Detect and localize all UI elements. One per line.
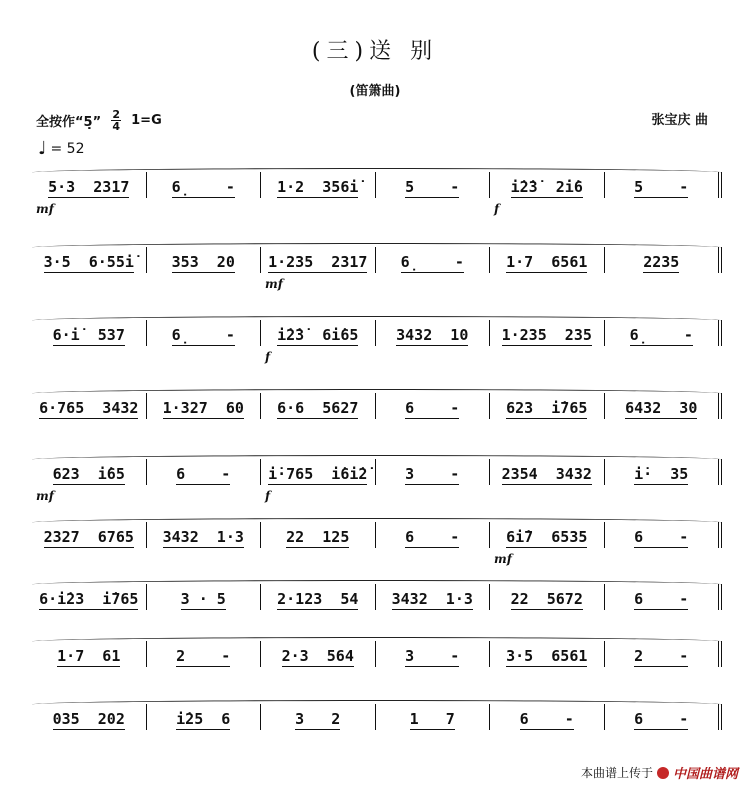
footer-text: 本曲谱上传于 xyxy=(580,766,653,780)
measure-notes: 3432 1·3 xyxy=(162,528,244,546)
measure-notes: 6̣ - xyxy=(400,253,464,271)
score-row xyxy=(32,700,722,730)
measure xyxy=(376,320,491,346)
measure-notes: 6̣ - xyxy=(171,178,235,196)
dynamic-mark: mf xyxy=(494,552,512,566)
measure xyxy=(376,172,491,198)
dynamic-mark: mf xyxy=(36,202,54,216)
measure-notes: 1 7 xyxy=(409,710,455,728)
measure xyxy=(605,393,723,419)
score-row xyxy=(32,389,722,419)
score-row xyxy=(32,518,722,566)
measure xyxy=(490,247,605,273)
measure-notes: 1·2 356i̇ xyxy=(277,178,359,196)
site-logo-icon xyxy=(657,767,669,779)
measure-notes: i̇25 6 xyxy=(176,710,231,728)
measure xyxy=(147,641,262,667)
measure xyxy=(490,172,605,216)
tempo-value: = 52 xyxy=(50,140,85,157)
measure xyxy=(32,459,147,503)
score-row xyxy=(32,637,722,667)
measure-notes: 2 - xyxy=(634,647,689,665)
measure xyxy=(32,320,147,346)
measure-notes: 22 5672 xyxy=(510,590,583,608)
fingering-note: 全按作“5̣” xyxy=(36,115,102,130)
measure-notes: 6 - xyxy=(519,710,574,728)
measure xyxy=(376,393,491,419)
measure-notes: i̇2̇3̇ 6i̇65 xyxy=(277,326,359,344)
dynamic-mark: mf xyxy=(265,277,283,291)
measure xyxy=(490,584,605,610)
time-top: 2 xyxy=(112,108,120,121)
tempo-mark xyxy=(38,138,85,159)
time-bottom: 4 xyxy=(112,120,120,133)
measure-notes: 5 - xyxy=(405,178,460,196)
measure-notes: 6 - xyxy=(405,399,460,417)
site-logo: 中国曲谱网 xyxy=(672,767,738,782)
measure-notes: 3432 10 xyxy=(396,326,469,344)
dynamic-mark: f xyxy=(265,489,271,503)
key-info xyxy=(36,109,162,132)
measure xyxy=(261,459,376,503)
measure xyxy=(376,247,491,273)
measure-notes: 3 - xyxy=(405,465,460,483)
measure-notes: 3·5 6·55i̇ xyxy=(43,253,134,271)
key-signature: 1=G xyxy=(131,113,162,128)
measure-notes: 6 - xyxy=(405,528,460,546)
page-title: (三)送 别 xyxy=(311,39,439,64)
time-signature xyxy=(111,109,121,132)
measure xyxy=(605,320,723,346)
measure xyxy=(605,459,723,485)
measure xyxy=(376,459,491,485)
measure-notes: 6̣ - xyxy=(171,326,235,344)
measure-notes: 2 - xyxy=(176,647,231,665)
measure-notes: i̇· 35 xyxy=(634,465,689,483)
measure-notes: 6 - xyxy=(634,590,689,608)
measure-notes: 5·3 2317 xyxy=(48,178,130,196)
measure xyxy=(147,522,262,548)
measure-notes: 2235 xyxy=(643,253,680,271)
measure-notes: 6 - xyxy=(634,528,689,546)
page-subtitle: (笛箫曲) xyxy=(349,84,401,99)
footer xyxy=(581,763,738,782)
measure xyxy=(261,247,376,291)
measure xyxy=(376,641,491,667)
measure xyxy=(261,172,376,198)
measure-notes: 353 20 xyxy=(171,253,235,271)
measure xyxy=(147,704,262,730)
measure xyxy=(605,584,723,610)
score-row xyxy=(32,580,722,610)
measure xyxy=(490,641,605,667)
measure xyxy=(261,393,376,419)
measure xyxy=(261,522,376,548)
measure xyxy=(376,704,491,730)
measure xyxy=(147,247,262,273)
measure xyxy=(147,459,262,485)
measure xyxy=(490,459,605,485)
measure xyxy=(261,704,376,730)
measure-notes: 1·7 61 xyxy=(57,647,121,665)
measure xyxy=(376,584,491,610)
measure-notes: 2·3 564 xyxy=(281,647,354,665)
measure-notes: 035 202 xyxy=(52,710,125,728)
dynamic-mark: f xyxy=(265,350,271,364)
dynamic-mark: f xyxy=(494,202,500,216)
composer: 张宝庆 曲 xyxy=(651,113,708,128)
measure-notes: 1·235 235 xyxy=(501,326,592,344)
measure-notes: i̇·765 i̇6i̇2̇ xyxy=(268,465,368,483)
measure-notes: 6i̇7 6535 xyxy=(506,528,588,546)
measure-notes: 2354 3432 xyxy=(501,465,592,483)
score-row xyxy=(32,455,722,503)
measure xyxy=(32,172,147,216)
measure xyxy=(490,320,605,346)
measure-notes: 3·5 6561 xyxy=(506,647,588,665)
measure xyxy=(490,704,605,730)
measure-notes: 5 - xyxy=(634,178,689,196)
measure xyxy=(32,522,147,548)
measure-notes: 623 i̇65 xyxy=(52,465,125,483)
measure-notes: 6·765 3432 xyxy=(39,399,139,417)
score-row xyxy=(32,168,722,216)
measure-notes: 6·6 5627 xyxy=(277,399,359,417)
measure xyxy=(261,584,376,610)
measure xyxy=(605,704,723,730)
measure-notes: 6432 30 xyxy=(625,399,698,417)
measure-notes: 22 125 xyxy=(286,528,350,546)
measure-notes: 2327 6765 xyxy=(43,528,134,546)
measure xyxy=(605,522,723,548)
measure-notes: 6·i̇23 i̇765 xyxy=(39,590,139,608)
measure-notes: 3 - xyxy=(405,647,460,665)
quarter-note-icon: ♩ xyxy=(38,138,47,159)
measure-notes: 3432 1·3 xyxy=(391,590,473,608)
measure xyxy=(261,320,376,364)
measure-notes: 6·i̇ 537 xyxy=(52,326,125,344)
measure xyxy=(32,247,147,273)
measure xyxy=(490,522,605,566)
score-row xyxy=(32,243,722,291)
measure xyxy=(32,641,147,667)
measure-notes: 3 · 5 xyxy=(180,590,226,608)
measure xyxy=(32,584,147,610)
measure xyxy=(147,393,262,419)
measure xyxy=(605,247,723,273)
measure-notes: i̇2̇3̇ 2̇i̇6 xyxy=(510,178,583,196)
measure-notes: 6̣ - xyxy=(629,326,693,344)
score-row xyxy=(32,316,722,364)
measure xyxy=(32,704,147,730)
measure xyxy=(376,522,491,548)
measure xyxy=(261,641,376,667)
measure xyxy=(147,320,262,346)
measure-notes: 6 - xyxy=(634,710,689,728)
measure xyxy=(490,393,605,419)
dynamic-mark: mf xyxy=(36,489,54,503)
measure xyxy=(147,584,262,610)
measure-notes: 1·327 60 xyxy=(162,399,244,417)
measure xyxy=(147,172,262,198)
measure-notes: 1·235 2317 xyxy=(268,253,368,271)
measure-notes: 3 2 xyxy=(295,710,341,728)
measure-notes: 2·123 54 xyxy=(277,590,359,608)
measure xyxy=(32,393,147,419)
measure xyxy=(605,641,723,667)
measure-notes: 623 i̇765 xyxy=(506,399,588,417)
measure-notes: 1·7 6561 xyxy=(506,253,588,271)
measure-notes: 6 - xyxy=(176,465,231,483)
measure xyxy=(605,172,723,198)
